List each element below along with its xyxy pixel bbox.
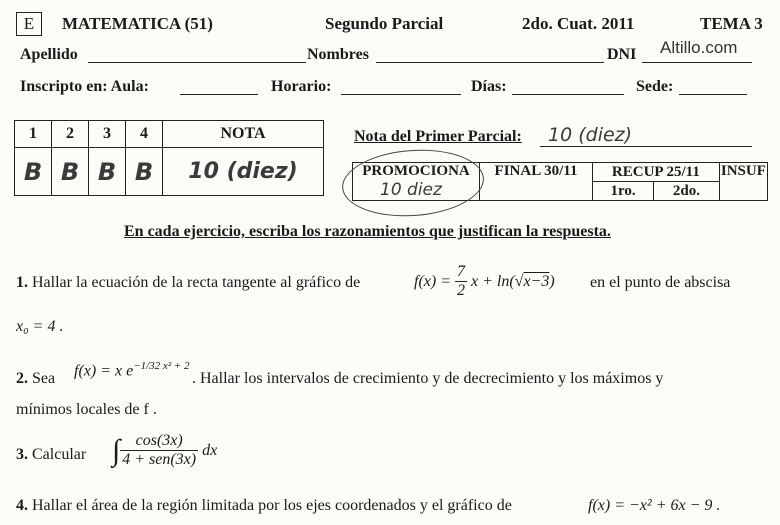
grade-cell-4: B	[126, 148, 163, 196]
recup-label: RECUP 25/11	[593, 163, 720, 182]
first-grade-value: 10 (diez)	[548, 124, 633, 146]
dias-label: Días:	[471, 78, 507, 95]
apellido-line[interactable]	[88, 62, 306, 63]
grade-cell-2: B	[52, 148, 89, 196]
insuf-label: INSUF	[720, 163, 766, 179]
exercise-1-text-a: Hallar la ecuación de la recta tangente al gráfico de	[32, 274, 361, 291]
first-grade-line	[540, 146, 752, 147]
exercise-1-text-b: en el punto de abscisa	[590, 274, 731, 291]
exercise-2-num: 2.	[16, 370, 28, 387]
course-title: MATEMATICA (51)	[62, 14, 213, 33]
exercise-1-num: 1.	[16, 274, 28, 291]
exercise-4-text-a: Hallar el área de la región limitada por los ejes coordenados y el gráfico de	[32, 497, 512, 514]
exercise-1-tail: x₀ = 4 .	[16, 318, 64, 335]
grade-cell-nota: 10 (diez)	[163, 148, 324, 196]
exercise-4-num: 4.	[16, 497, 28, 514]
horario-line[interactable]	[341, 94, 461, 95]
exercise-4-formula: f(x) = −x² + 6x − 9 .	[588, 497, 721, 514]
exercise-1-formula: f(x) = $\frac{7}{2}$ x + ln(√x−3)	[414, 263, 555, 299]
grade-header-2: 2	[52, 121, 89, 148]
exercise-3-formula: ∫ $\frac{\cos(3x)}{\text{4 + sen(3x)}}$ dx	[112, 432, 218, 468]
exercise-3	[16, 446, 86, 464]
horario-label: Horario:	[271, 78, 332, 95]
grade-cell-1: B	[15, 148, 52, 196]
watermark: Altillo.com	[660, 38, 738, 57]
grade-header-3: 3	[89, 121, 126, 148]
final-label: FINAL 30/11	[494, 163, 578, 179]
exam-letter-box: E	[16, 12, 42, 36]
recup-2do: 2do.	[654, 182, 720, 201]
term: 2do. Cuat. 2011	[522, 14, 635, 33]
exercise-2-formula: f(x) = x $e^{-1/32 x^2 + 2}$	[74, 360, 190, 380]
promociona-circle	[340, 145, 486, 221]
insuf-cell	[719, 163, 767, 201]
grade-header-1: 1	[15, 121, 52, 148]
grade-table	[14, 120, 324, 196]
exercise-3-num: 3.	[16, 446, 28, 463]
exercise-3-text-a: Calcular	[32, 446, 87, 463]
promociona-label: PROMOCIONA	[362, 163, 470, 179]
aula-line[interactable]	[180, 94, 258, 95]
grade-header-4: 4	[126, 121, 163, 148]
sede-line[interactable]	[679, 94, 747, 95]
exercise-2-text-b: . Hallar los intervalos de crecimiento y de decrecimiento y los máximos y	[192, 370, 664, 387]
nombres-label: Nombres	[307, 46, 369, 63]
first-grade-label: Nota del Primer Parcial:	[354, 128, 522, 145]
nombres-line[interactable]	[376, 62, 604, 63]
exercise-1	[16, 274, 360, 292]
inscripto-label: Inscripto en: Aula:	[20, 78, 149, 95]
tema: TEMA 3	[700, 14, 763, 33]
exercise-2	[16, 370, 55, 388]
exercise-2-text-a: Sea	[32, 370, 56, 387]
exercise-2-tail: mínimos locales de f .	[16, 401, 157, 418]
instructions: En cada ejercicio, escriba los razonamientos que justifican la respuesta.	[124, 223, 611, 240]
sede-label: Sede:	[636, 78, 674, 95]
recup-1ro: 1ro.	[593, 182, 654, 201]
final-cell	[480, 163, 593, 201]
dni-label: DNI	[607, 46, 637, 63]
grade-cell-3: B	[89, 148, 126, 196]
dni-line[interactable]	[642, 62, 752, 63]
grade-header-nota: NOTA	[163, 121, 324, 148]
promociona-handwritten: 10 diez	[380, 180, 442, 200]
dias-line[interactable]	[512, 94, 624, 95]
apellido-label: Apellido	[20, 46, 78, 63]
exam-type: Segundo Parcial	[325, 14, 444, 33]
exercise-4	[16, 497, 512, 515]
